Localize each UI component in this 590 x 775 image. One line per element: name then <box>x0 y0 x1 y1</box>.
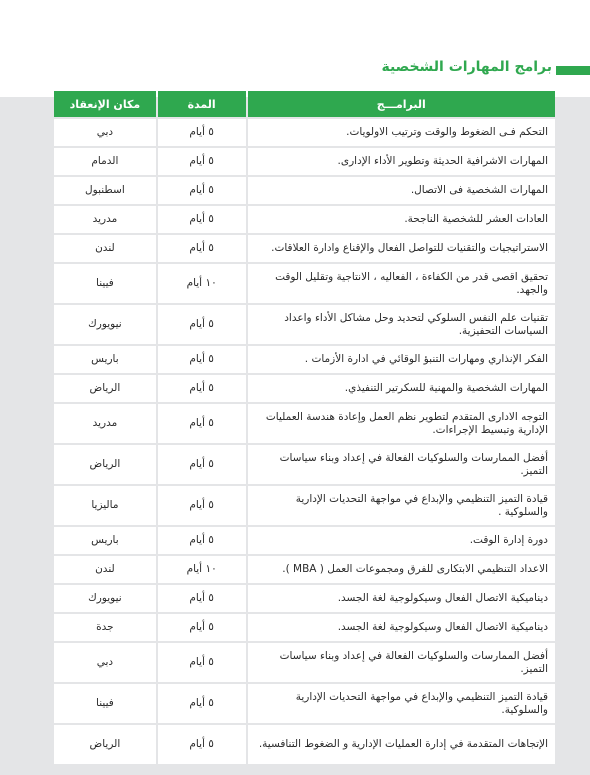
row-program: أفضل الممارسات والسلوكيات الفعالة في إعداد وبناء سياسات التميز. <box>248 643 556 682</box>
row-duration: ١٠ أيام <box>158 556 246 583</box>
table-row <box>54 585 555 612</box>
row-duration: ٥ أيام <box>158 725 246 764</box>
row-duration: ٥ أيام <box>158 148 246 175</box>
row-duration: ٥ أيام <box>158 445 246 484</box>
row-venue: لندن <box>54 235 156 262</box>
row-venue: فيينا <box>54 684 156 723</box>
row-venue: نيويورك <box>54 585 156 612</box>
table-row <box>54 614 555 641</box>
header-program: البرامـــج <box>248 91 556 117</box>
section-title-accent-bar <box>556 66 590 75</box>
row-venue: ماليزيا <box>54 486 156 525</box>
row-duration: ٥ أيام <box>158 643 246 682</box>
row-program: التحكم فـى الضغوط والوقت وترتيب الاولويات. <box>248 119 556 146</box>
section-title: برامج المهارات الشخصية <box>381 59 552 75</box>
row-venue: الرياض <box>54 445 156 484</box>
row-program: دورة إدارة الوقت. <box>248 527 556 554</box>
row-program: تحقيق اقصى قدر من الكفاءة ، الفعاليه ، الانتاجية وتقليل الوقت والجهد. <box>248 264 556 303</box>
row-program: الاستراتيجيات والتقنيات للتواصل الفعال والإقناع وادارة العلاقات. <box>248 235 556 262</box>
row-program: الإتجاهات المتقدمة في إدارة العمليات الإدارية و الضغوط التنافسية. <box>248 725 556 764</box>
table-row <box>54 445 555 484</box>
programs-table <box>52 89 557 766</box>
row-program: التوجه الادارى المتقدم لتطوير نظم العمل وإعادة هندسة العمليات الإدارية وتبسيط الإجراءات. <box>248 404 556 443</box>
page-header-area <box>0 0 590 97</box>
row-duration: ٥ أيام <box>158 305 246 344</box>
table-row <box>54 684 555 723</box>
table-row <box>54 346 555 373</box>
row-duration: ٥ أيام <box>158 585 246 612</box>
row-program: المهارات الشخصية فى الاتصال. <box>248 177 556 204</box>
row-duration: ٥ أيام <box>158 206 246 233</box>
header-duration: المدة <box>158 91 246 117</box>
table-row <box>54 375 555 402</box>
table-row <box>54 486 555 525</box>
row-venue: دبي <box>54 119 156 146</box>
table-row <box>54 305 555 344</box>
row-duration: ٥ أيام <box>158 614 246 641</box>
row-venue: باريس <box>54 346 156 373</box>
table-row <box>54 264 555 303</box>
table-row <box>54 556 555 583</box>
row-program: المهارات الشخصية والمهنية للسكرتير التنفيذي. <box>248 375 556 402</box>
table-row <box>54 725 555 764</box>
row-duration: ٥ أيام <box>158 375 246 402</box>
row-venue: فيينا <box>54 264 156 303</box>
row-venue: نيويورك <box>54 305 156 344</box>
header-venue: مكان الإنعقاد <box>54 91 156 117</box>
row-program: الاعداد التنظيمي الابتكارى للفرق ومجموعات العمل ( MBA ). <box>248 556 556 583</box>
row-venue: جدة <box>54 614 156 641</box>
table-row <box>54 235 555 262</box>
table-body <box>54 119 555 764</box>
row-venue: مدريد <box>54 206 156 233</box>
table-row <box>54 527 555 554</box>
row-duration: ٥ أيام <box>158 177 246 204</box>
table-row <box>54 119 555 146</box>
row-program: قيادة التميز التنظيمي والإبداع في مواجهة التحديات الإدارية والسلوكية . <box>248 486 556 525</box>
table-row <box>54 177 555 204</box>
row-duration: ٥ أيام <box>158 527 246 554</box>
row-duration: ٥ أيام <box>158 235 246 262</box>
table-row <box>54 643 555 682</box>
row-duration: ٥ أيام <box>158 119 246 146</box>
row-program: تقنيات علم النفس السلوكي لتحديد وحل مشاكل الأداء واعداد السياسات التحفيزية. <box>248 305 556 344</box>
row-program: العادات العشر للشخصية الناجحة. <box>248 206 556 233</box>
row-duration: ٥ أيام <box>158 684 246 723</box>
row-venue: مدريد <box>54 404 156 443</box>
row-venue: باريس <box>54 527 156 554</box>
row-venue: الرياض <box>54 375 156 402</box>
row-venue: دبي <box>54 643 156 682</box>
table-row <box>54 206 555 233</box>
row-venue: الرياض <box>54 725 156 764</box>
row-duration: ٥ أيام <box>158 346 246 373</box>
table-header-row <box>54 91 555 117</box>
row-venue: لندن <box>54 556 156 583</box>
row-duration: ١٠ أيام <box>158 264 246 303</box>
row-program: قيادة التميز التنظيمي والإبداع في مواجهة التحديات الإدارية والسلوكية. <box>248 684 556 723</box>
table-row <box>54 148 555 175</box>
row-venue: الدمام <box>54 148 156 175</box>
table-row <box>54 404 555 443</box>
row-duration: ٥ أيام <box>158 404 246 443</box>
row-program: أفضل الممارسات والسلوكيات الفعالة في إعداد وبناء سياسات التميز. <box>248 445 556 484</box>
row-program: الفكر الإنذاري ومهارات التنبؤ الوقائي في ادارة الأزمات . <box>248 346 556 373</box>
row-program: ديناميكية الاتصال الفعال وسيكولوجية لغة الجسد. <box>248 585 556 612</box>
row-program: المهارات الاشرافية الحديثة وتطوير الأداء الإدارى. <box>248 148 556 175</box>
row-duration: ٥ أيام <box>158 486 246 525</box>
row-program: ديناميكية الاتصال الفعال وسيكولوجية لغة الجسد. <box>248 614 556 641</box>
row-venue: اسطنبول <box>54 177 156 204</box>
